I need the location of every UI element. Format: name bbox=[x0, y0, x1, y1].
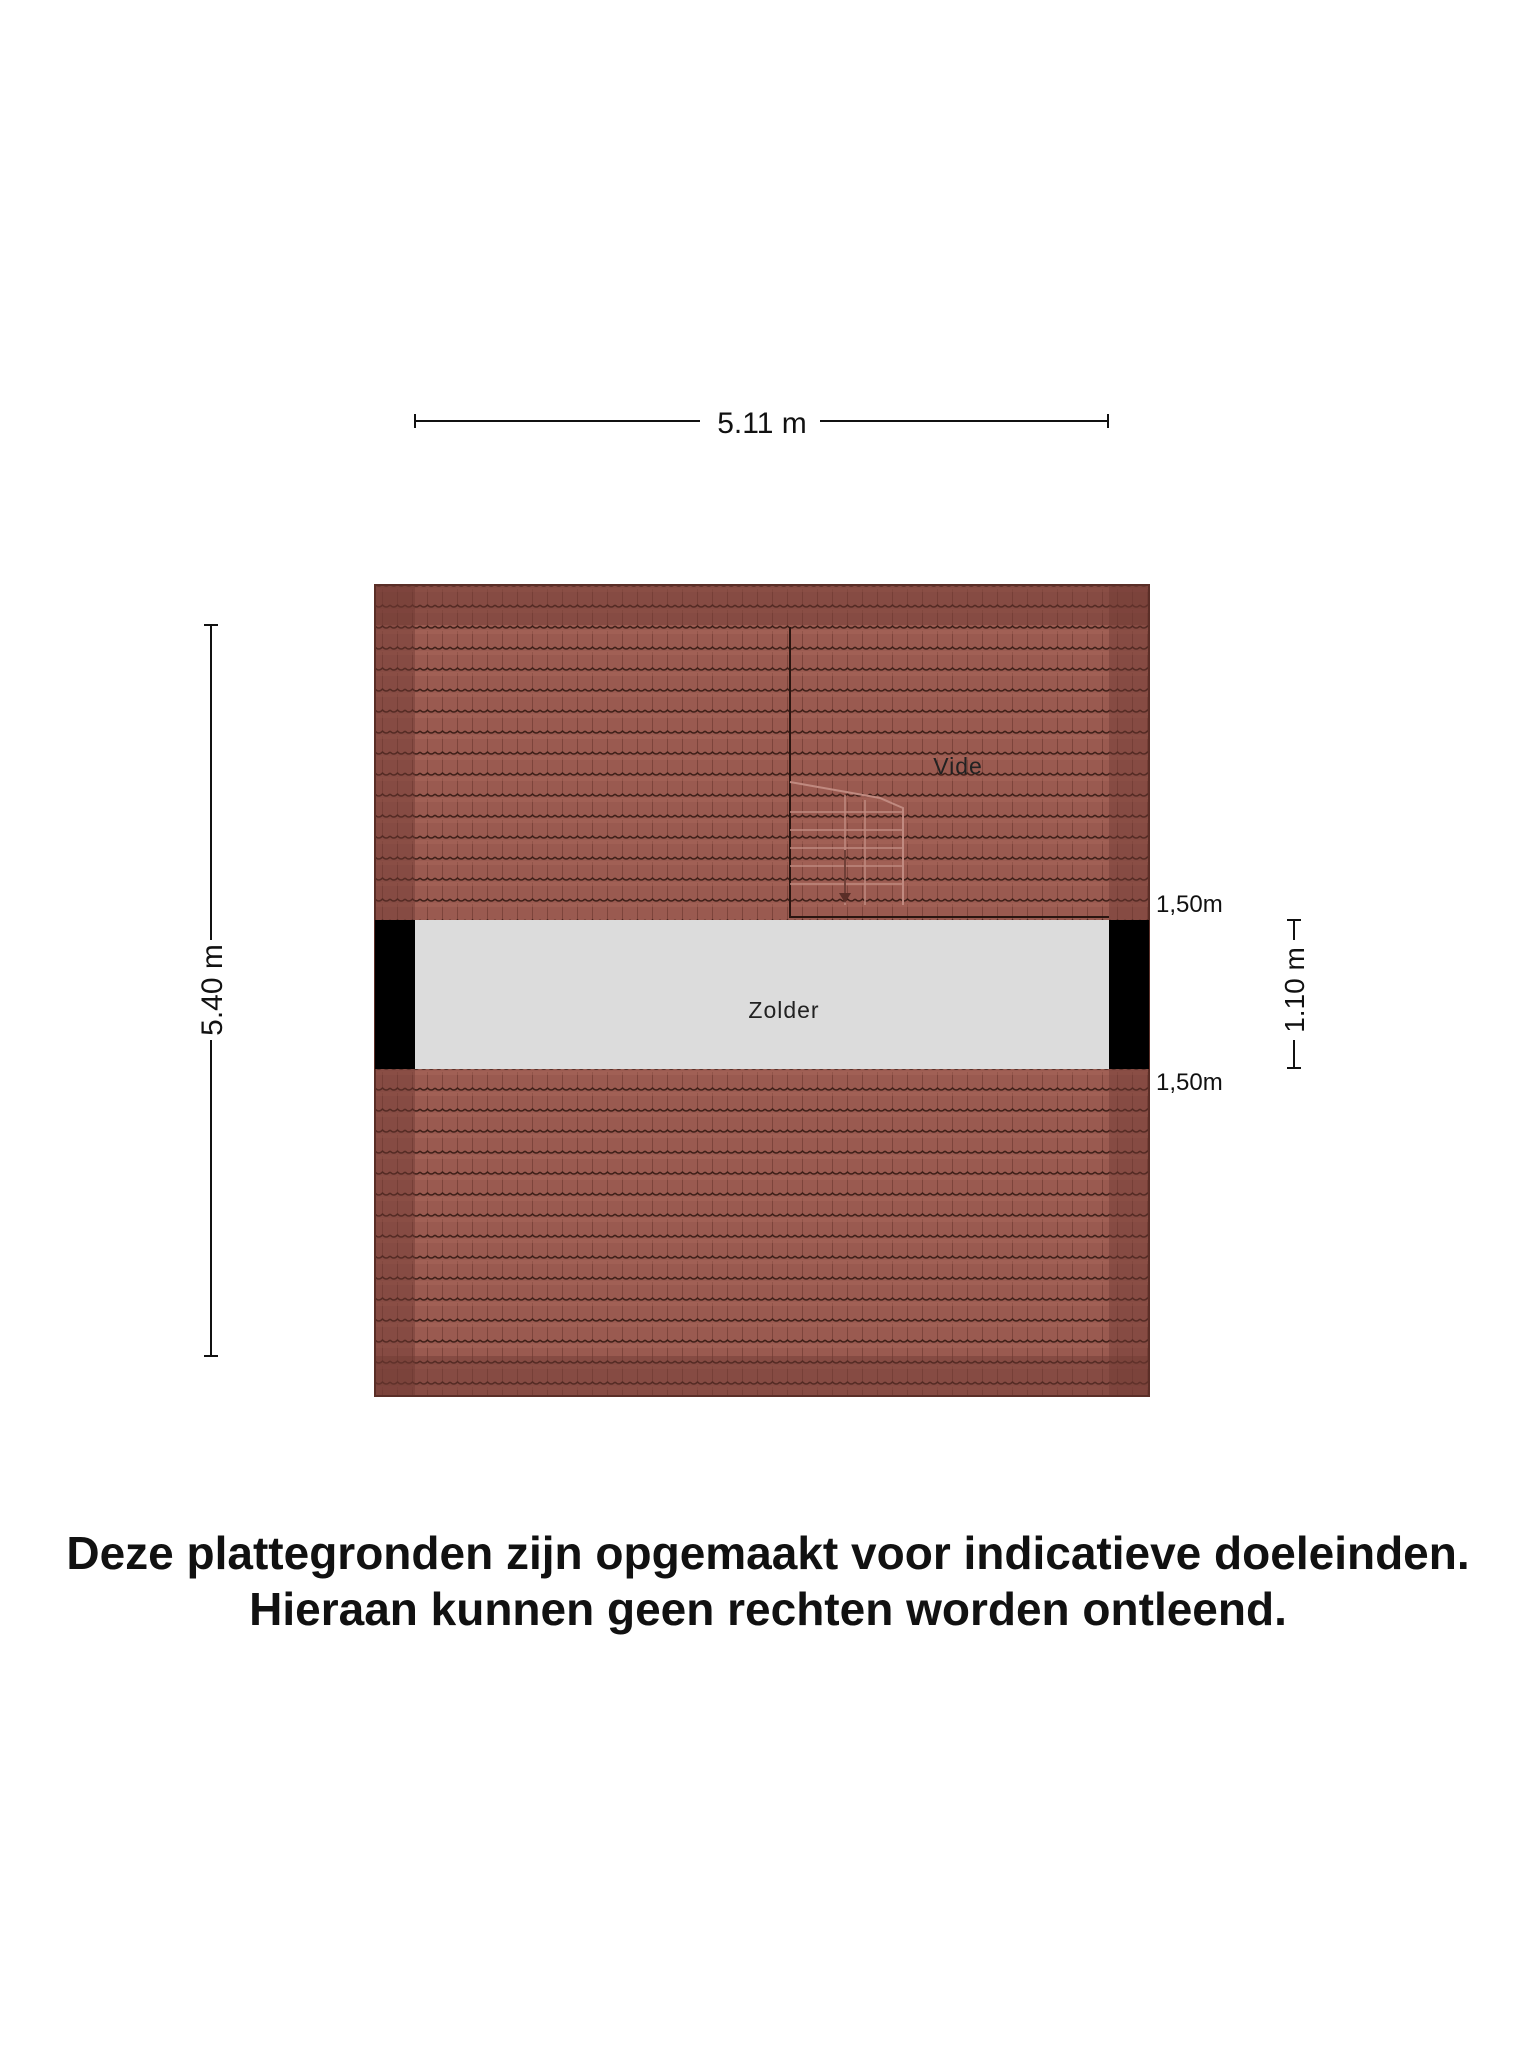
zolder-height-dimension bbox=[1279, 920, 1310, 1068]
wall-right bbox=[1109, 920, 1149, 1069]
zolder-floor bbox=[375, 920, 1149, 1069]
upper-height-label: 1,50m bbox=[1156, 891, 1223, 918]
wall-left bbox=[375, 920, 415, 1069]
zolder-room bbox=[375, 920, 1149, 1069]
disclaimer-line-1: Deze plattegronden zijn opgemaakt voor indicatieve doeleinden. bbox=[66, 1527, 1470, 1579]
zolder-label: Zolder bbox=[748, 997, 820, 1023]
disclaimer-line-2: Hieraan kunnen geen rechten worden ontleend. bbox=[249, 1583, 1287, 1635]
depth-label: 5.40 m bbox=[196, 944, 229, 1036]
zolder-height-label: 1.10 m bbox=[1279, 947, 1310, 1033]
width-dimension bbox=[415, 407, 1108, 440]
disclaimer bbox=[0, 1525, 1536, 1637]
depth-dimension bbox=[196, 625, 229, 1356]
width-label: 5.11 m bbox=[717, 407, 807, 440]
vide-label: Vide bbox=[933, 753, 983, 779]
lower-height-label: 1,50m bbox=[1156, 1069, 1223, 1096]
